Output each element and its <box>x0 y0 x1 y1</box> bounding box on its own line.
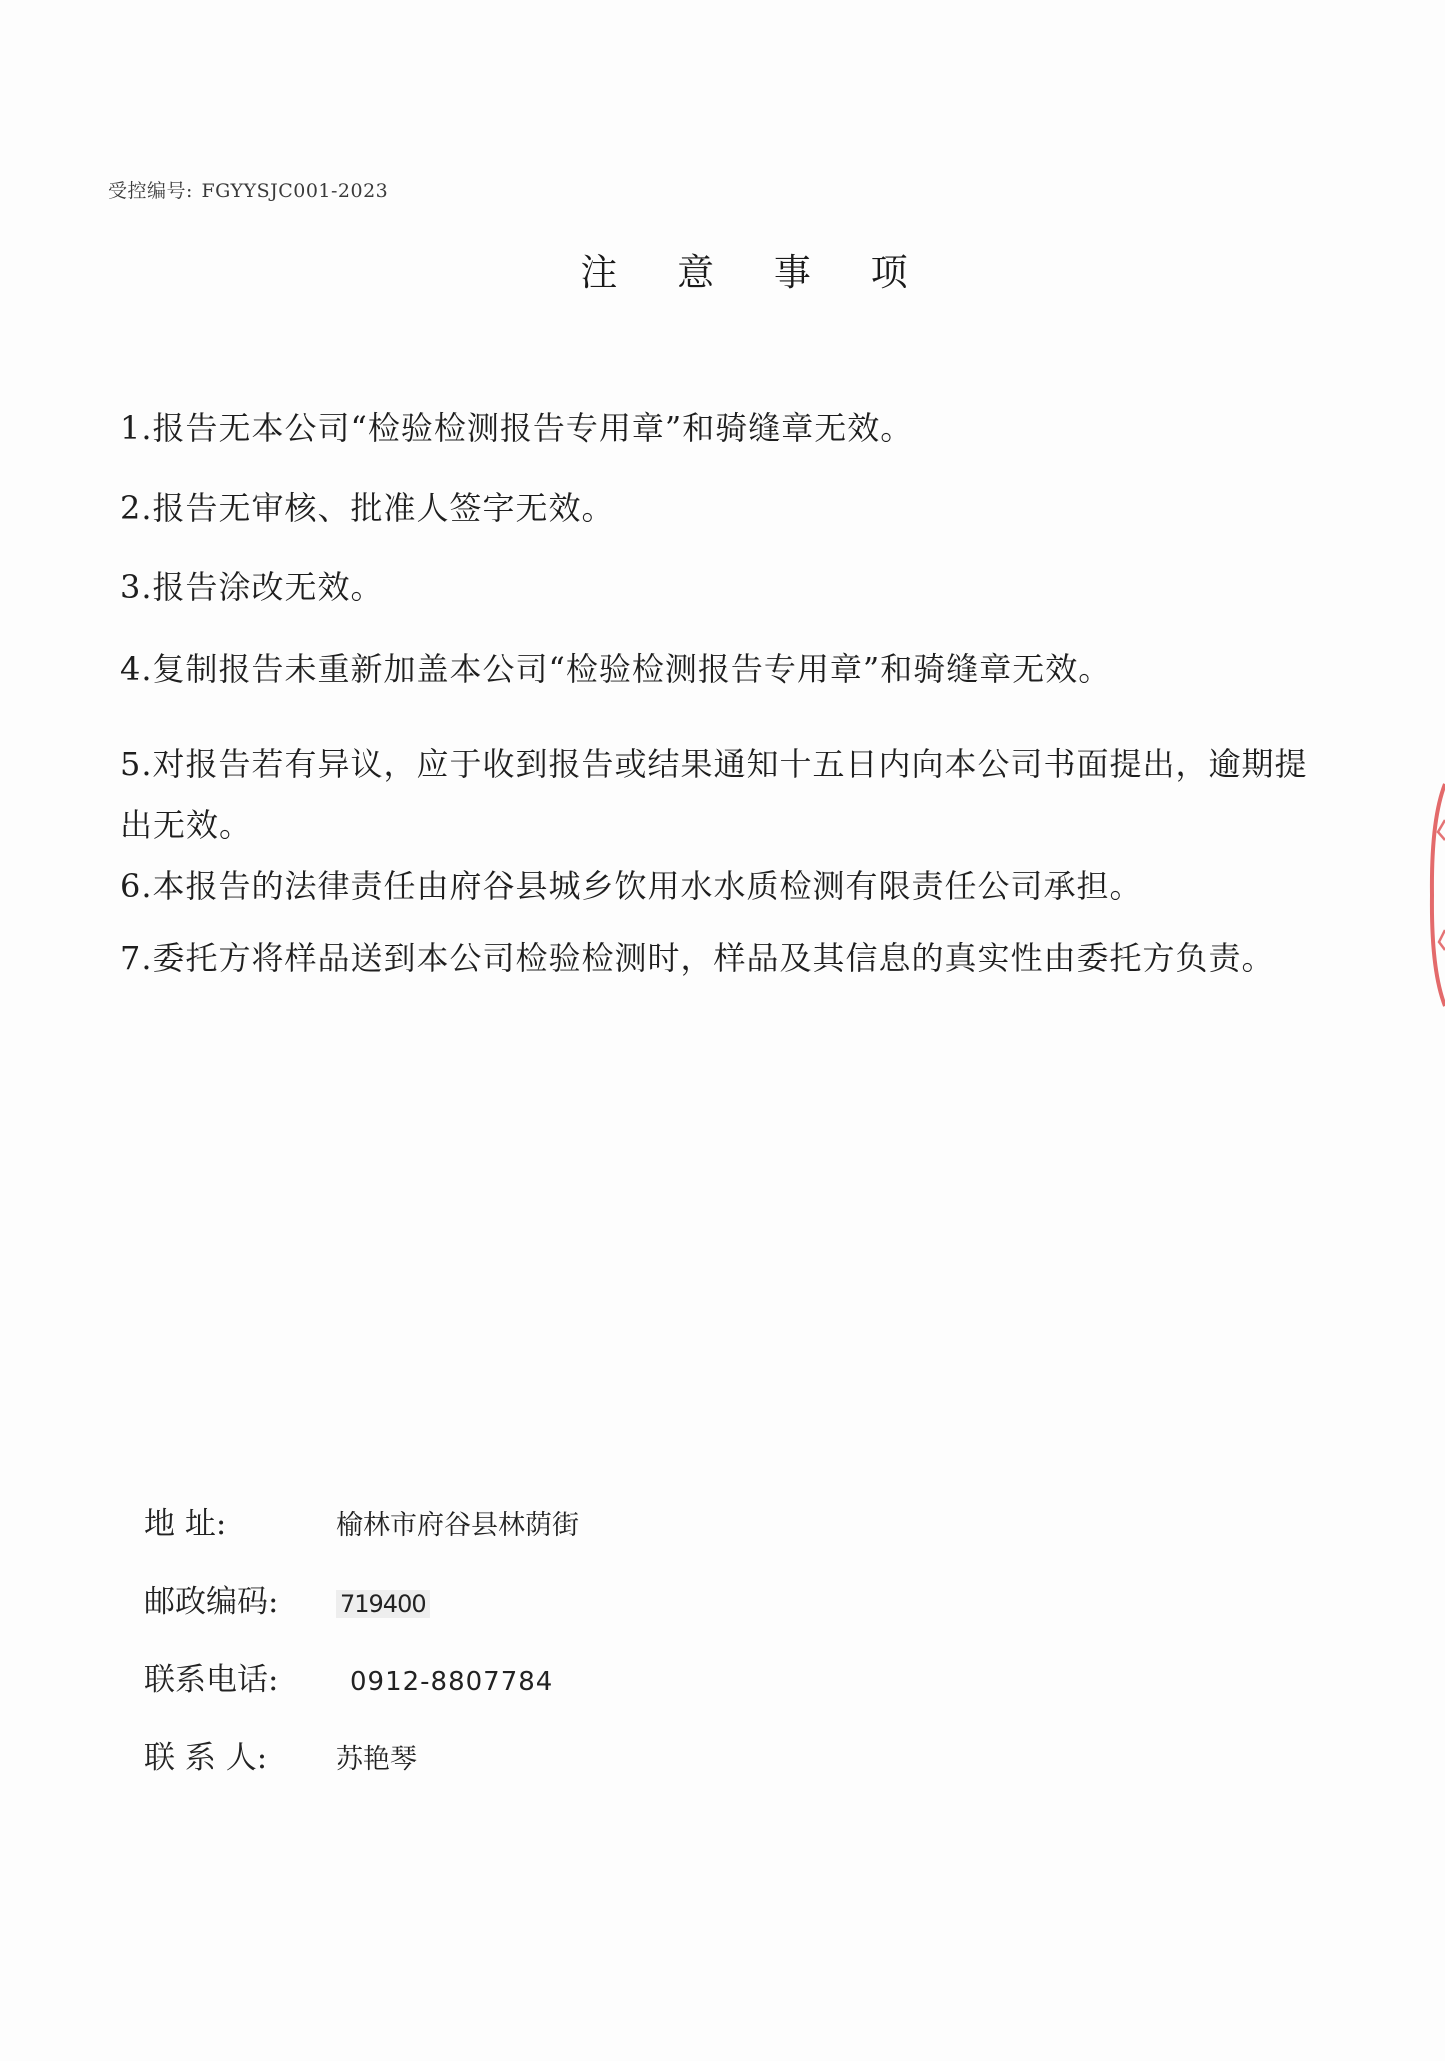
control-number-value: FGYYSJC001-2023 <box>201 180 389 202</box>
phone-row <box>144 1654 579 1732</box>
address-value: 榆林市府谷县林荫街 <box>336 1510 579 1541</box>
notice-list <box>120 408 1325 979</box>
person-value: 苏艳琴 <box>336 1744 417 1775</box>
person-label: 联 系 人: <box>144 1740 268 1776</box>
postal-value: 719400 <box>336 1590 430 1618</box>
notice-item: 4.复制报告未重新加盖本公司“检验检测报告专用章”和骑缝章无效。 <box>120 649 1112 688</box>
address-row <box>144 1498 579 1576</box>
control-number <box>108 176 388 203</box>
notice-item: 2.报告无审核、批准人签字无效。 <box>120 488 615 527</box>
control-number-label: 受控编号: <box>108 180 193 202</box>
contact-block <box>144 1498 579 1810</box>
seal-stamp-fragment <box>1429 780 1445 1010</box>
notice-item: 6.本报告的法律责任由府谷县城乡饮用水水质检测有限责任公司承担。 <box>120 866 1143 905</box>
phone-label: 联系电话: <box>144 1662 279 1698</box>
phone-value: 0912-8807784 <box>350 1667 554 1697</box>
address-label: 地 址: <box>144 1506 227 1542</box>
notice-item: 5.对报告若有异议，应于收到报告或结果通知十五日内向本公司书面提出，逾期提出无效。 <box>120 745 1308 845</box>
page-title: 注 意 事 项 <box>580 251 932 294</box>
postal-label: 邮政编码: <box>144 1584 279 1620</box>
notice-item: 1.报告无本公司“检验检测报告专用章”和骑缝章无效。 <box>120 409 914 447</box>
postal-row <box>144 1576 579 1654</box>
person-row <box>144 1732 579 1810</box>
notice-item: 7.委托方将样品送到本公司检验检测时，样品及其信息的真实性由委托方负责。 <box>120 938 1275 977</box>
notice-item: 3.报告涂改无效。 <box>120 568 384 607</box>
